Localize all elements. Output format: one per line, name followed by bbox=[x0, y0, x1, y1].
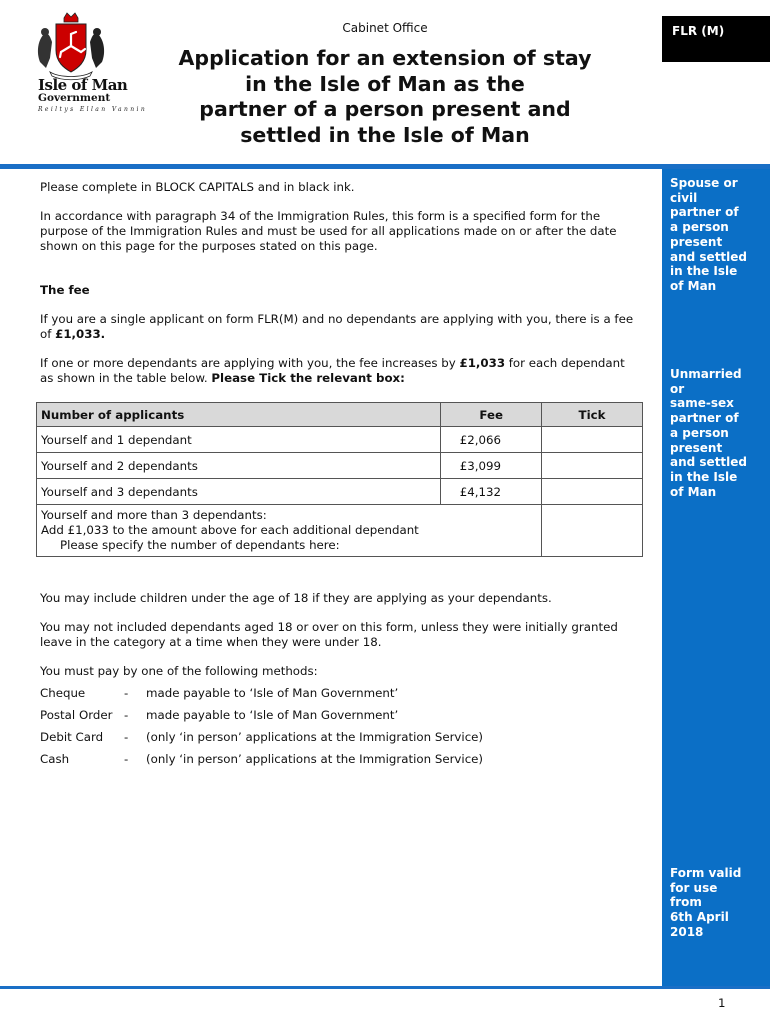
rules-paragraph: In accordance with paragraph 34 of the Immigration Rules, this form is a specified form for the purpose of the Immigration Rules and must be used for all applications made on or after the date shown on this page for the purposes stated on this page. bbox=[40, 209, 617, 253]
payment-method: Postal Order bbox=[40, 708, 113, 722]
logo-name: Isle of Man bbox=[38, 76, 128, 94]
payment-method: Debit Card bbox=[40, 730, 104, 744]
column-header-fee: Fee bbox=[441, 403, 542, 427]
payment-method: Cheque bbox=[40, 686, 86, 700]
footer-divider bbox=[0, 986, 770, 989]
tick-box-1-dependant[interactable] bbox=[542, 427, 643, 453]
adult-dependants-note: You may not included dependants aged 18 or over on this form, unless they were initially granted leave in the category at a time when they were under 18. bbox=[40, 620, 618, 649]
table-row bbox=[37, 427, 643, 453]
fee-heading: The fee bbox=[40, 283, 90, 297]
payment-description: made payable to ‘Isle of Man Government’ bbox=[146, 686, 399, 700]
sidebar-category-unmarried: Unmarried or same-sex partner of a person present and settled in the Isle of Man bbox=[670, 367, 748, 499]
children-note: You may include children under the age of 18 if they are applying as your dependants. bbox=[40, 591, 552, 605]
row-label: Yourself and 2 dependants bbox=[37, 453, 441, 479]
row-label: Yourself and 1 dependant bbox=[37, 427, 441, 453]
payment-description: made payable to ‘Isle of Man Government’ bbox=[146, 708, 399, 722]
table-header-row bbox=[37, 403, 643, 427]
intro-text: Please complete in BLOCK CAPITALS and in black ink. bbox=[40, 180, 355, 194]
row-label-more-dependants: Yourself and more than 3 dependants: Add £1,033 to the amount above for each additional dependant Please specify the number of dependants here: bbox=[37, 505, 542, 557]
form-code-badge: FLR (M) bbox=[662, 16, 770, 62]
row-label: Yourself and 3 dependants bbox=[37, 479, 441, 505]
tick-box-3-dependants[interactable] bbox=[542, 479, 643, 505]
tick-box-2-dependants[interactable] bbox=[542, 453, 643, 479]
logo-government: Government bbox=[38, 92, 111, 104]
sidebar-category-spouse: Spouse or civil partner of a person present and settled in the Isle of Man bbox=[670, 176, 748, 293]
payment-description: (only ‘in person’ applications at the Immigration Service) bbox=[146, 730, 484, 744]
fee-dependants-paragraph: If one or more dependants are applying with you, the fee increases by £1,033 for each dependant as shown in the table below. Please Tick the relevant box: bbox=[40, 356, 625, 385]
table-row bbox=[37, 453, 643, 479]
tick-box-more-dependants[interactable] bbox=[542, 505, 643, 557]
header-divider bbox=[0, 164, 770, 169]
payment-intro: You must pay by one of the following methods: bbox=[40, 664, 318, 678]
fee-single-paragraph: If you are a single applicant on form FLR(M) and no dependants are applying with you, there is a fee of £1,033. bbox=[40, 312, 634, 341]
row-fee: £4,132 bbox=[441, 479, 542, 505]
sidebar-validity-date: Form valid for use from 6th April 2018 bbox=[670, 866, 742, 939]
page-number: 1 bbox=[718, 996, 726, 1010]
table-row bbox=[37, 479, 643, 505]
column-header-tick: Tick bbox=[542, 403, 643, 427]
logo-motto: Reiltys Ellan Vannin bbox=[38, 106, 148, 113]
table-row bbox=[37, 505, 643, 557]
payment-method: Cash bbox=[40, 752, 70, 766]
fee-table bbox=[36, 402, 643, 557]
column-header-applicants: Number of applicants bbox=[37, 403, 441, 427]
row-fee: £2,066 bbox=[441, 427, 542, 453]
department-label: Cabinet Office bbox=[342, 21, 428, 35]
payment-description: (only ‘in person’ applications at the Immigration Service) bbox=[146, 752, 484, 766]
page-title: Application for an extension of stay in the Isle of Man as the partner of a person present and settled in the Isle of Man bbox=[178, 46, 592, 147]
sidebar bbox=[662, 169, 770, 987]
row-fee: £3,099 bbox=[441, 453, 542, 479]
